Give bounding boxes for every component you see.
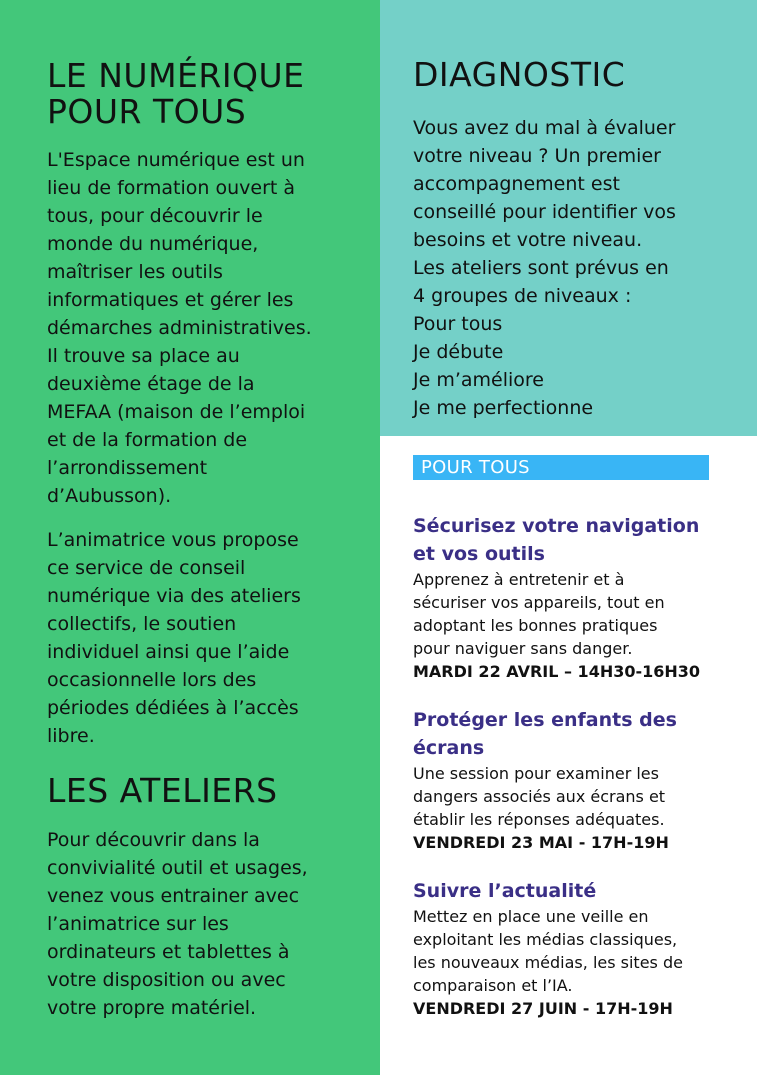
workshop-description	[413, 905, 723, 997]
animatrice-line: numérique via des ateliers	[47, 585, 301, 607]
intro-line: et de la formation de	[47, 429, 248, 451]
diagnostic-line: Les ateliers sont prévus en	[413, 257, 669, 279]
intro-paragraph	[47, 146, 367, 510]
level-je-me-perfectionne: Je me perfectionne	[413, 397, 594, 419]
workshop-date: VENDREDI 23 MAI - 17H-19H	[413, 833, 669, 852]
diagnostic-line: Vous avez du mal à évaluer	[413, 117, 676, 139]
title-numerique	[47, 58, 367, 130]
diagnostic-paragraph	[413, 114, 713, 422]
ateliers-line: l’animatrice sur les	[47, 913, 229, 935]
workshop-desc-line: les nouveaux médias, les sites de	[413, 953, 683, 972]
animatrice-line: collectifs, le soutien	[47, 613, 237, 635]
title-diagnostic: DIAGNOSTIC	[413, 55, 626, 94]
level-je-m-ameliore: Je m’améliore	[413, 369, 544, 391]
workshop-desc-line: dangers associés aux écrans et	[413, 787, 666, 806]
animatrice-paragraph	[47, 526, 367, 750]
intro-line: Il trouve sa place au	[47, 345, 240, 367]
workshop-desc-line: comparaison et l’IA.	[413, 976, 573, 995]
workshop-desc-line: Apprenez à entretenir et à	[413, 570, 625, 589]
intro-line: MEFAA (maison de l’emploi	[47, 401, 306, 423]
workshop-title	[413, 706, 723, 762]
workshop-enfants-ecrans	[413, 706, 723, 855]
workshop-description	[413, 762, 723, 831]
ateliers-line: venez vous entrainer avec	[47, 885, 300, 907]
level-pour-tous: Pour tous	[413, 313, 503, 335]
workshop-securite	[413, 512, 723, 684]
animatrice-line: occasionnelle lors des	[47, 669, 257, 691]
workshop-desc-line: établir les réponses adéquates.	[413, 810, 665, 829]
workshop-desc-line: adoptant les bonnes pratiques	[413, 616, 658, 635]
ateliers-line: votre propre matériel.	[47, 997, 257, 1019]
ateliers-line: votre disposition ou avec	[47, 969, 286, 991]
workshop-desc-line: Mettez en place une veille en	[413, 907, 649, 926]
ateliers-line: Pour découvrir dans la	[47, 829, 260, 851]
ateliers-line: convivialité outil et usages,	[47, 857, 308, 879]
intro-line: maîtriser les outils	[47, 261, 223, 283]
workshop-description	[413, 568, 723, 660]
intro-line: l’arrondissement	[47, 457, 208, 479]
level-heading-pour-tous: POUR TOUS	[413, 455, 709, 480]
diagnostic-line: besoins et votre niveau.	[413, 229, 643, 251]
diagnostic-line: votre niveau ? Un premier	[413, 145, 661, 167]
workshop-title	[413, 512, 723, 568]
intro-line: démarches administratives.	[47, 317, 312, 339]
ateliers-paragraph	[47, 826, 367, 1022]
workshop-title-line: écrans	[413, 737, 485, 759]
animatrice-line: périodes dédiées à l’accès	[47, 697, 299, 719]
animatrice-line: ce service de conseil	[47, 557, 246, 579]
level-je-debute: Je débute	[413, 341, 504, 363]
intro-line: deuxième étage de la	[47, 373, 255, 395]
diagnostic-line: 4 groupes de niveaux :	[413, 285, 632, 307]
animatrice-line: libre.	[47, 725, 95, 747]
intro-line: L'Espace numérique est un	[47, 149, 305, 171]
workshop-title	[413, 877, 723, 905]
workshop-date: MARDI 22 AVRIL – 14H30-16H30	[413, 662, 701, 681]
workshop-desc-line: exploitant les médias classiques,	[413, 930, 678, 949]
workshop-title-line: Protéger les enfants des	[413, 709, 677, 731]
workshop-desc-line: pour naviguer sans danger.	[413, 639, 633, 658]
workshop-title-line: Suivre l’actualité	[413, 880, 597, 902]
title-ateliers: LES ATELIERS	[47, 771, 278, 810]
intro-line: d’Aubusson).	[47, 485, 172, 507]
diagnostic-line: conseillé pour identifier vos	[413, 201, 676, 223]
workshop-desc-line: Une session pour examiner les	[413, 764, 659, 783]
workshop-actualite	[413, 877, 723, 1021]
title-numerique-line: LE NUMÉRIQUE POUR TOUS	[47, 56, 305, 131]
ateliers-line: ordinateurs et tablettes à	[47, 941, 290, 963]
intro-line: tous, pour découvrir le	[47, 205, 263, 227]
workshop-date: VENDREDI 27 JUIN - 17H-19H	[413, 999, 673, 1018]
diagnostic-line: accompagnement est	[413, 173, 620, 195]
workshop-title-line: Sécurisez votre navigation	[413, 515, 700, 537]
workshop-desc-line: sécuriser vos appareils, tout en	[413, 593, 665, 612]
intro-line: informatiques et gérer les	[47, 289, 294, 311]
workshop-title-line: et vos outils	[413, 543, 545, 565]
animatrice-line: individuel ainsi que l’aide	[47, 641, 290, 663]
intro-line: monde du numérique,	[47, 233, 259, 255]
animatrice-line: L’animatrice vous propose	[47, 529, 299, 551]
intro-line: lieu de formation ouvert à	[47, 177, 296, 199]
